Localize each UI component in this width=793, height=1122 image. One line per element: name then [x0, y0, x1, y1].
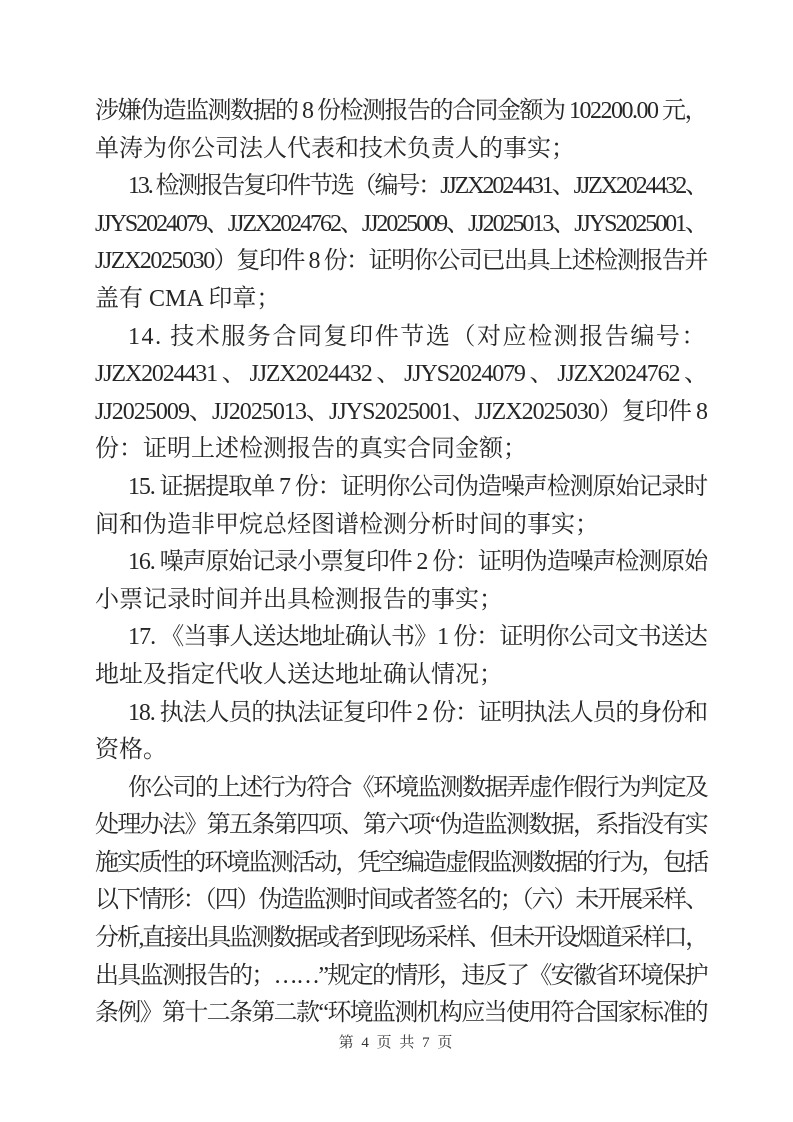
text-line-content: 14. 技术服务合同复印件节选（对应检测报告编号： [128, 323, 707, 350]
text-line [95, 582, 707, 620]
text-line [95, 695, 707, 733]
text-line-content: 分析,直接出具监测数据或者到现场采样、但未开设烟道采样口， [95, 925, 707, 952]
text-line-content: 18. 执法人员的执法证复印件 2 份：证明执法人员的身份和 [128, 699, 707, 726]
text-line-content: 出具监测报告的；……”规定的情形，违反了《安徽省环境保护 [95, 962, 707, 989]
text-line [95, 657, 707, 695]
text-line-content: 16. 噪声原始记录小票复印件 2 份：证明伪造噪声检测原始 [128, 549, 707, 576]
text-line-content: 处理办法》第五条第四项、第六项“伪造监测数据，系指没有实 [95, 812, 707, 839]
text-line [95, 920, 707, 958]
text-line-content: 小票记录时间并出具检测报告的事实； [95, 586, 503, 613]
page-number-text: 第 4 页 共 7 页 [338, 1035, 455, 1051]
text-line-content: 份：证明上述检测报告的真实合同金额； [95, 436, 527, 463]
page-footer [0, 1034, 793, 1052]
text-line-content: 单涛为你公司法人代表和技术负责人的事实； [95, 135, 575, 162]
text-line-content: 资格。 [95, 737, 167, 764]
text-line [95, 206, 707, 244]
text-line [95, 243, 707, 281]
text-line-content: 涉嫌伪造监测数据的 8 份检测报告的合同金额为 102200.00 元， [95, 98, 707, 124]
text-line [95, 131, 707, 169]
text-line-content: 盖有 CMA 印章； [95, 285, 281, 312]
text-line-content: 17. 《当事人送达地址确认书》1 份：证明你公司文书送达 [128, 624, 707, 651]
text-line [95, 93, 707, 131]
text-line-content: 间和伪造非甲烷总烃图谱检测分析时间的事实； [95, 511, 599, 538]
text-line-content: 施实质性的环境监测活动，凭空编造虚假监测数据的行为，包括 [95, 849, 707, 876]
text-line [95, 882, 707, 920]
document-body [95, 93, 707, 1033]
text-line [95, 431, 707, 469]
text-line [95, 319, 707, 357]
text-line-content: 条例》第十二条第二款“环境监测机构应当使用符合国家标准的 [95, 1000, 707, 1027]
text-line [95, 732, 707, 770]
text-line [95, 619, 707, 657]
text-line-content: JJYS2024079、JJZX2024762、JJ2025009、JJ2025013、JJYS2025001、 [95, 210, 707, 237]
text-line [95, 168, 707, 206]
text-line-content: 地址及指定代收人送达地址确认情况； [95, 661, 503, 688]
text-line [95, 845, 707, 883]
text-line [95, 281, 707, 319]
text-line [95, 507, 707, 545]
text-line-content: JJ2025009、JJ2025013、JJYS2025001、JJZX2025030）复印件 8 [95, 398, 707, 425]
text-line [95, 544, 707, 582]
text-line [95, 356, 707, 394]
text-line [95, 958, 707, 996]
text-line-content: 以下情形：（四）伪造监测时间或者签名的；（六）未开展采样、 [95, 887, 707, 914]
text-line-content: 15. 证据提取单 7 份：证明你公司伪造噪声检测原始记录时 [128, 473, 707, 500]
text-line [95, 770, 707, 808]
text-line [95, 807, 707, 845]
text-line-content: 13. 检测报告复印件节选（编号：JJZX2024431、JJZX2024432、 [128, 173, 707, 200]
text-line [95, 995, 707, 1033]
text-line-content: JJZX2024431 、 JJZX2024432 、 JJYS2024079 、 JJZX2024762 、 [95, 361, 707, 388]
text-line [95, 394, 707, 432]
text-line-content: 你公司的上述行为符合《环境监测数据弄虚作假行为判定及 [128, 774, 707, 801]
text-line [95, 469, 707, 507]
text-line-content: JJZX2025030）复印件 8 份：证明你公司已出具上述检测报告并 [95, 248, 707, 275]
